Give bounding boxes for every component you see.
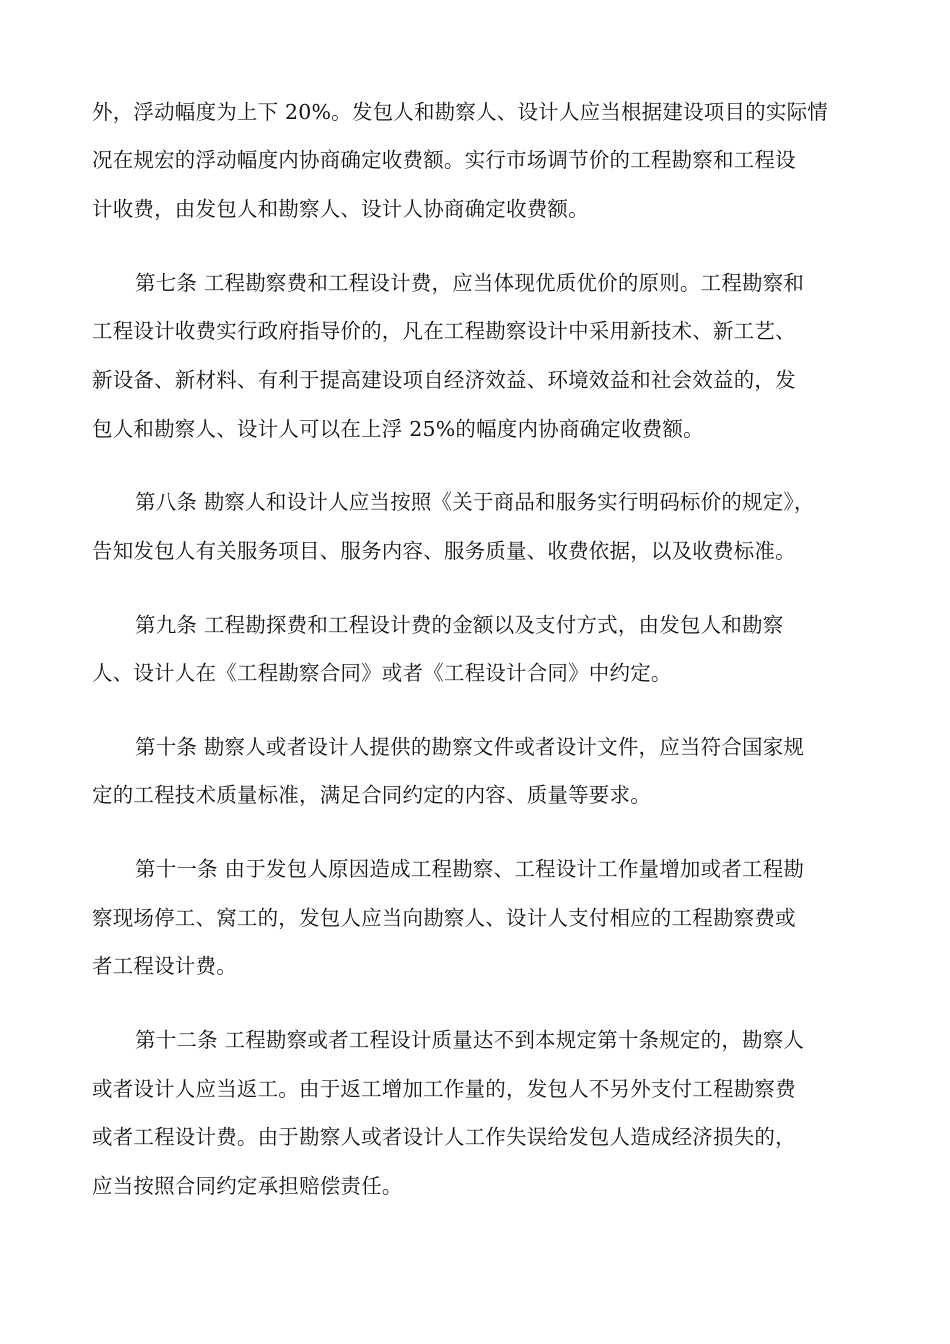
paragraph-line: 计收费，由发包人和勘察人、设计人协商确定收费额。 [92,197,589,221]
article-8-line: 第八条 勘察人和设计人应当按照《关于商品和服务实行明码标价的规定》， [135,490,815,514]
article-9-line: 人、设计人在《工程勘察合同》或者《工程设计合同》中约定。 [92,661,672,685]
article-12-line: 第十二条 工程勘察或者工程设计质量达不到本规定第十条规定的，勘察人 [135,1028,805,1052]
article-11-line: 第十一条 由于发包人原因造成工程勘察、工程设计工作量增加或者工程勘 [135,857,805,881]
article-7-line: 新设备、新材料、有利于提高建设项自经济效益、环境效益和社会效益的，发 [92,368,796,392]
article-10-line: 第十条 勘察人或者设计人提供的勘察文件或者设计文件，应当符合国家规 [135,735,805,759]
article-8-line: 告知发包人有关服务项目、服务内容、服务质量、收费依据，以及收费标准。 [92,539,796,563]
article-10-line: 定的工程技术质量标准，满足合同约定的内容、质量等要求。 [92,783,651,807]
article-9-line: 第九条 工程勘探费和工程设计费的金额以及支付方式，由发包人和勘察 [135,613,784,637]
article-7-line: 包人和勘察人、设计人可以在上浮 25%的幅度内协商确定收费额。 [92,417,704,441]
article-7-line: 第七条 工程勘察费和工程设计费，应当体现优质优价的原则。工程勘察和 [135,271,805,295]
article-12-line: 或者工程设计费。由于勘察人或者设计人工作失误给发包人造成经济损失的， [92,1125,796,1149]
article-12-line: 或者设计人应当返工。由于返工增加工作量的，发包人不另外支付工程勘察费 [92,1077,796,1101]
paragraph-line: 况在规宏的浮动幅度内协商确定收费额。实行市场调节价的工程勘察和工程设 [92,148,796,172]
article-7-line: 工程设计收费实行政府指导价的，凡在工程勘察设计中采用新技术、新工艺、 [92,319,796,343]
article-12-line: 应当按照合同约定承担赔偿责任。 [92,1174,403,1198]
article-11-line: 者工程设计费。 [92,954,237,978]
article-11-line: 察现场停工、窝工的，发包人应当向勘察人、设计人支付相应的工程勘察费或 [92,906,796,930]
paragraph-line: 外，浮动幅度为上下 20%。发包人和勘察人、设计人应当根据建设项目的实际情 [92,100,828,124]
